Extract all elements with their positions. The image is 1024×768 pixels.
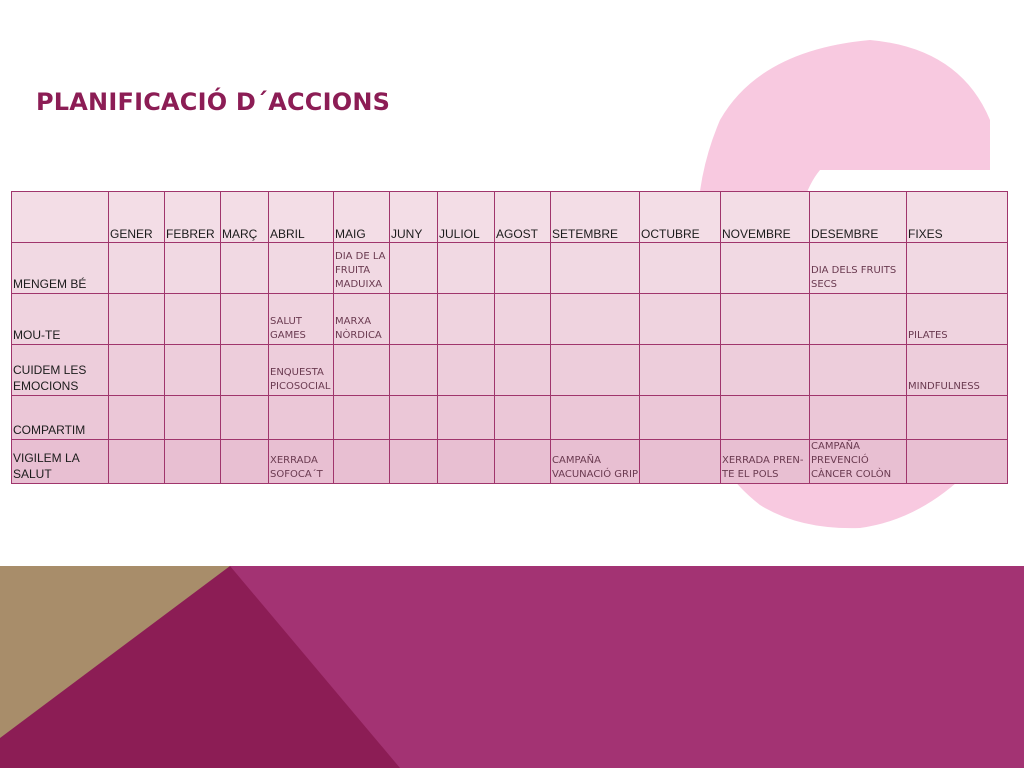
slide-title: PLANIFICACIÓ D´ACCIONS bbox=[36, 88, 391, 116]
month-label: FEBRER bbox=[166, 227, 215, 241]
month-label: JUNY bbox=[391, 227, 423, 241]
month-label: FIXES bbox=[908, 227, 943, 241]
month-label: GENER bbox=[110, 227, 153, 241]
cell-text: ENQUESTA PICOSOCIAL bbox=[270, 367, 331, 392]
cell-text: PILATES bbox=[908, 330, 948, 341]
row-label: VIGILEM LA SALUT bbox=[13, 451, 80, 481]
row-label: COMPARTIM bbox=[13, 423, 86, 437]
month-label: JULIOL bbox=[439, 227, 480, 241]
month-label: SETEMBRE bbox=[552, 227, 619, 241]
cell-text: DIA DELS FRUITS SECS bbox=[811, 265, 897, 290]
cell-text: CAMPAÑA PREVENCIÓ CÀNCER COLÒN bbox=[811, 441, 892, 480]
month-label: NOVEMBRE bbox=[722, 227, 791, 241]
row-label: MOU-TE bbox=[13, 328, 61, 342]
cell-text: MINDFULNESS bbox=[908, 381, 980, 392]
month-label: AGOST bbox=[496, 227, 539, 241]
cell-text: MARXA NÒRDICA bbox=[335, 316, 382, 341]
month-label: MARÇ bbox=[222, 227, 258, 241]
month-label: ABRIL bbox=[270, 227, 305, 241]
cell-text: SALUT GAMES bbox=[270, 316, 306, 341]
month-label: MAIG bbox=[335, 227, 366, 241]
cell-text: XERRADA PREN-TE EL POLS bbox=[722, 455, 804, 480]
cell-text: XERRADA SOFOCA´T bbox=[270, 455, 323, 480]
cell-text: DIA DE LA FRUITA MADUIXA bbox=[335, 251, 386, 290]
month-label: OCTUBRE bbox=[641, 227, 700, 241]
row-label: CUIDEM LES EMOCIONS bbox=[13, 363, 87, 393]
cell-text: CAMPAÑA VACUNACIÓ GRIP bbox=[552, 455, 638, 480]
row-label: MENGEM BÉ bbox=[13, 277, 87, 291]
month-label: DESEMBRE bbox=[811, 227, 879, 241]
